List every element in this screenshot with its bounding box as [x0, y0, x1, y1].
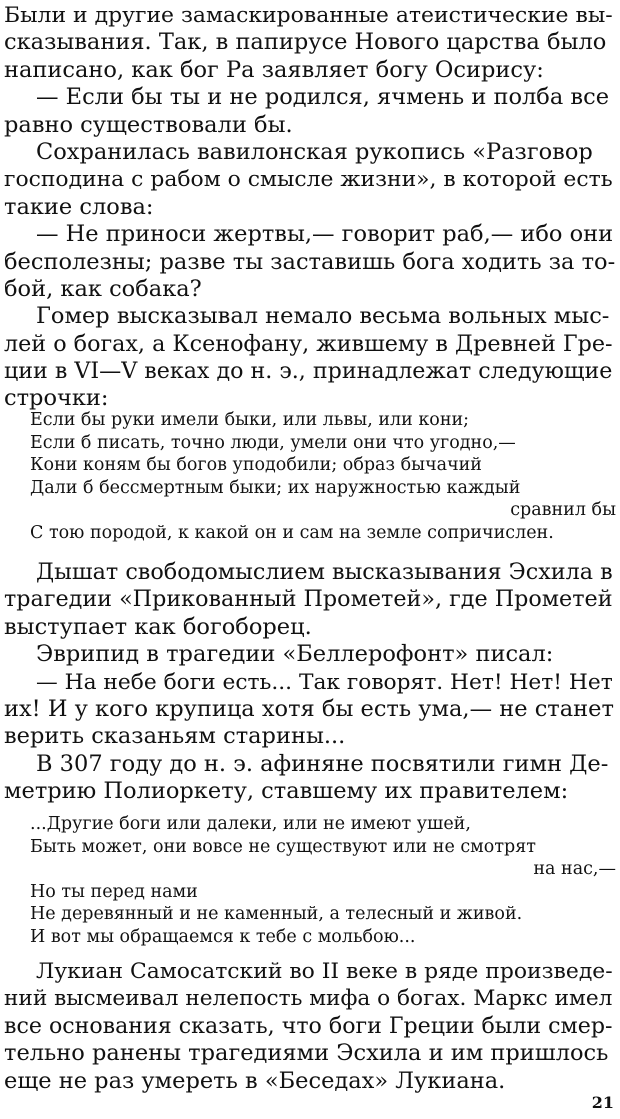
- text-line: их! И у кого крупица хотя бы есть ума,— не станет: [4, 695, 614, 722]
- text-line: трагедии «Прикованный Прометей», где Прометей: [4, 586, 613, 613]
- text-line: сказывания. Так, в папирусе Нового царства было: [4, 29, 607, 56]
- text-line: тельно ранены трагедиями Эсхила и им пришлось: [4, 1040, 609, 1067]
- text-line: — Если бы ты и не родился, ячмень и полба все: [36, 84, 610, 111]
- text-line: Гомер высказывал немало весьма вольных мыс-: [36, 303, 610, 330]
- verse-line: ...Другие боги или далеки, или не имеют ушей,: [30, 814, 471, 834]
- text-line: ции в VI—V веках до н. э., принадлежат следующие: [4, 358, 613, 385]
- verse-line: сравнил бы: [510, 500, 616, 520]
- text-line: ний высмеивал нелепость мифа о богах. Маркс имел: [4, 986, 613, 1012]
- text-line: Лукиан Самосатский во II веке в ряде произведе-: [36, 959, 613, 984]
- text-line: — Не приноси жертвы,— говорит раб,— ибо они: [36, 221, 614, 248]
- verse-line: Быть может, они вовсе не существуют или не смотрят: [30, 836, 536, 857]
- text-line: метрию Полиоркету, ставшему их правителем:: [4, 778, 569, 805]
- prose-block-middle: [4, 559, 616, 806]
- verse-line: И вот мы обращаемся к тебе с мольбою...: [30, 926, 416, 947]
- verse-line: Если бы руки имели быки, или львы, или кони;: [30, 410, 470, 430]
- text-line: верить сказаньям старины...: [4, 723, 346, 750]
- text-line: господина с рабом о смысле жизни», в которой есть: [4, 167, 613, 193]
- text-line: Дышат свободомыслием высказывания Эсхила в: [36, 559, 613, 585]
- verse-quote-hymn: [30, 813, 616, 948]
- text-line: — На небе боги есть... Так говорят. Нет! Нет! Нет: [36, 669, 613, 695]
- prose-block-bottom: [4, 958, 616, 1095]
- verse-line: Не деревянный и не каменный, а телесный и живой.: [30, 904, 523, 924]
- text-line: равно существовали бы.: [4, 111, 293, 138]
- text-line: Эврипид в трагедии «Беллерофонт» писал:: [36, 641, 554, 668]
- text-line: написано, как бог Ра заявляет богу Осирису:: [4, 56, 544, 83]
- text-line: еще не раз умереть в «Беседах» Лукиана.: [4, 1067, 506, 1094]
- text-line: лей о богах, а Ксенофану, жившему в Древней Гре-: [4, 330, 613, 357]
- text-line: В 307 году до н. э. афиняне посвятили гимн Де-: [36, 750, 609, 777]
- text-line: все основания сказать, что боги Греции были смер-: [4, 1012, 613, 1039]
- text-line: такие слова:: [4, 193, 154, 220]
- text-line: бесполезны; разве ты заставишь бога ходить за то-: [4, 248, 616, 275]
- verse-line: Но ты перед нами: [30, 881, 198, 902]
- verse-quote-xenophanes: [30, 409, 616, 544]
- verse-line: Дали б бессмертным быки; их наружностью каждый: [30, 477, 521, 498]
- text-line: Сохранилась вавилонская рукопись «Разговор: [36, 138, 593, 165]
- verse-line: Кони коням бы богов уподобили; образ бычачий: [30, 455, 482, 475]
- verse-line: Если б писать, точно люди, умели они что угодно,—: [30, 432, 516, 453]
- page-number: 21: [591, 1093, 614, 1112]
- text-line: строчки:: [4, 385, 109, 412]
- text-line: Были и другие замаскированные атеистические вы-: [4, 3, 613, 28]
- prose-block-top: [4, 2, 616, 413]
- verse-line: С тою породой, к какой он и сам на земле сопричислен.: [30, 522, 554, 543]
- text-line: выступает как богоборец.: [4, 613, 312, 640]
- verse-line: на нас,—: [533, 859, 616, 879]
- text-line: бой, как собака?: [4, 275, 202, 302]
